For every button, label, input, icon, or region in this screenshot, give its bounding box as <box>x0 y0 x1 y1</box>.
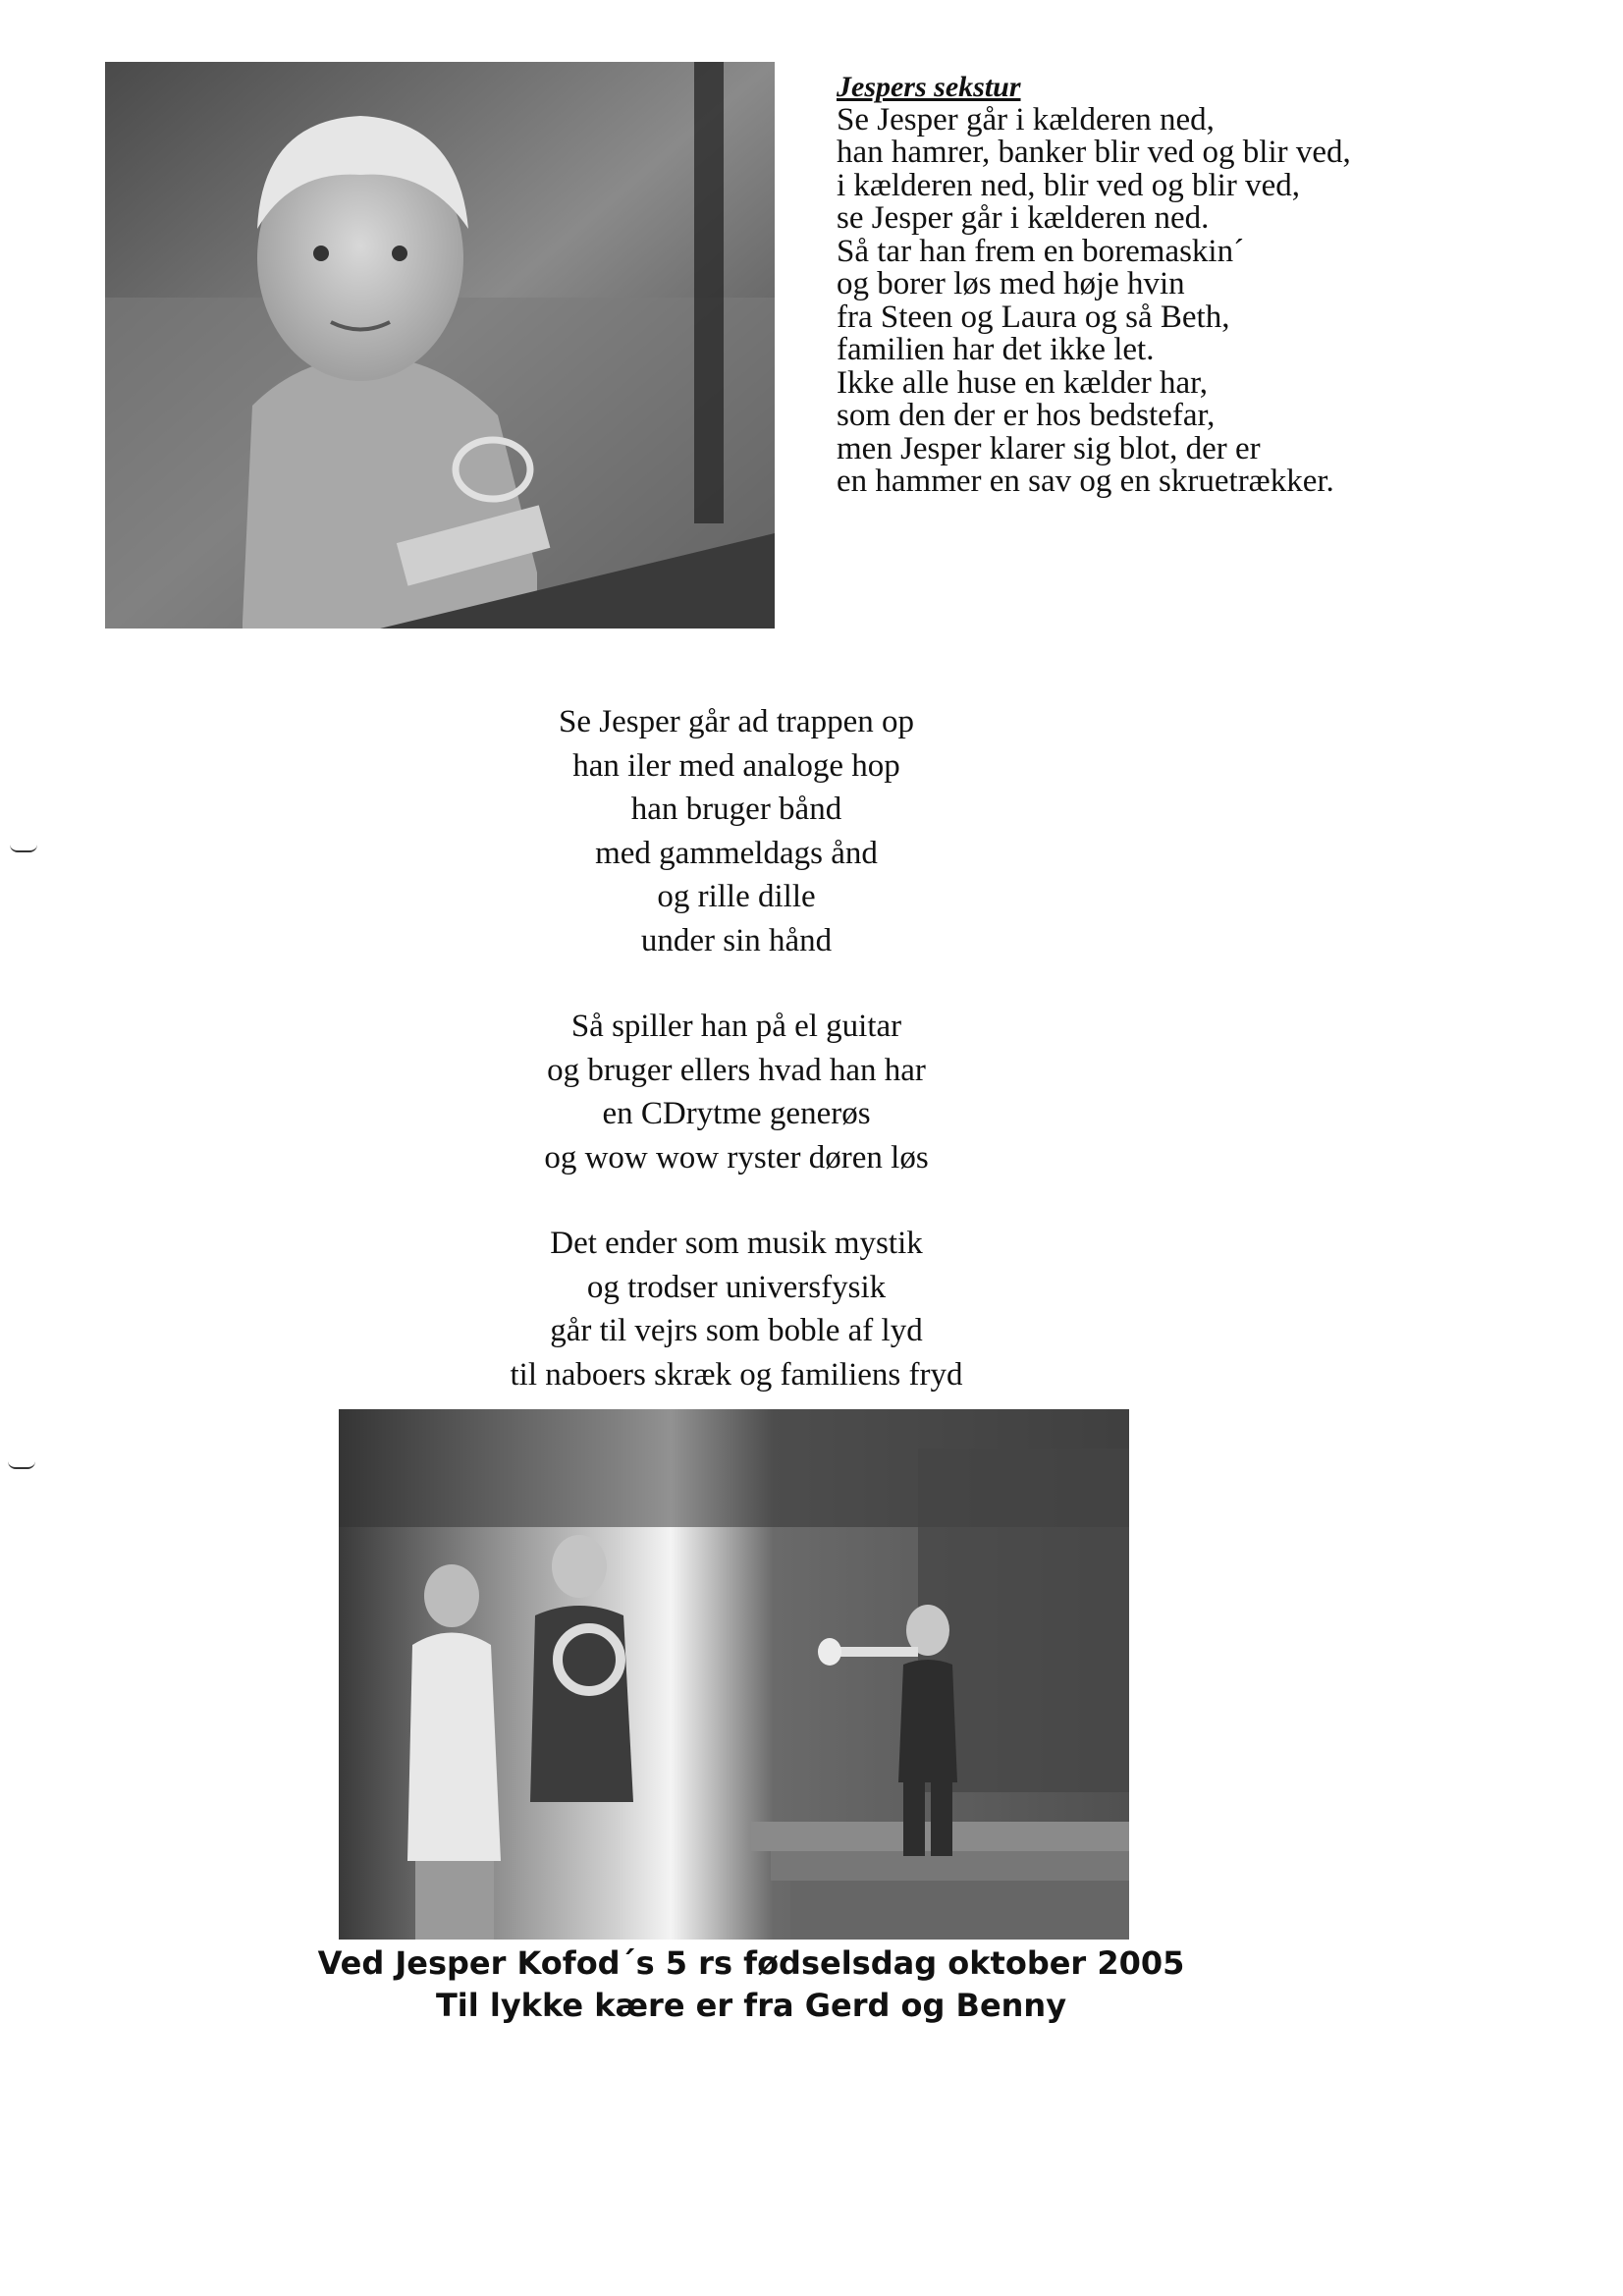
poem-line: med gammeldags ånd <box>595 835 878 871</box>
caption-line-1: Ved Jesper Kofod´s 5 rs fødselsdag oktober 2005 <box>317 1944 1185 1982</box>
poem-stanza <box>344 1222 1129 1396</box>
poem-line: og bruger ellers hvad han har <box>547 1052 926 1088</box>
poem-line: familien har det ikke let. <box>837 332 1155 367</box>
scan-mark <box>8 1461 35 1469</box>
poem-line: og trodser universfysik <box>586 1269 887 1305</box>
poem-stanza <box>344 1005 1129 1179</box>
scan-mark <box>10 845 37 852</box>
poem-line: fra Steen og Laura og så Beth, <box>837 299 1230 335</box>
photo-boy-portrait <box>105 62 775 629</box>
poem-line: går til vejrs som boble af lyd <box>550 1313 923 1348</box>
poem-line: som den der er hos bedstefar, <box>837 398 1216 433</box>
poem-line: Så spiller han på el guitar <box>570 1009 902 1044</box>
poem-line: i kælderen ned, blir ved og blir ved, <box>837 167 1300 203</box>
poem-line: han hamrer, banker blir ved og blir ved, <box>837 135 1351 170</box>
poem-line: se Jesper går i kælderen ned. <box>837 200 1210 236</box>
poem-line: en CDrytme generøs <box>602 1096 871 1131</box>
poem-line: til naboers skræk og familiens fryd <box>510 1356 963 1393</box>
poem-top <box>837 71 1543 499</box>
poem-line: under sin hånd <box>640 922 833 958</box>
caption <box>196 1942 1306 2027</box>
poem-line: og wow wow ryster døren løs <box>544 1139 929 1175</box>
poem-line: Se Jesper går i kælderen ned, <box>837 101 1215 137</box>
poem-line: Det ender som musik mystik <box>550 1226 923 1261</box>
caption-line-2: Til lykke kære er fra Gerd og Benny <box>435 1987 1067 2024</box>
poem-stanza <box>344 700 1129 962</box>
poem-line: Se Jesper går ad trappen op <box>559 704 914 739</box>
poem-line: en hammer en sav og en skruetrækker. <box>837 464 1334 499</box>
poem-line: han bruger bånd <box>630 792 842 827</box>
poem-line: og borer løs med høje hvin <box>837 266 1185 301</box>
poem-line: Ikke alle huse en kælder har, <box>837 364 1209 401</box>
poem-title: Jespers sekstur <box>837 71 1021 103</box>
poem-line: og rille dille <box>657 879 816 914</box>
poem-center <box>344 700 1129 1396</box>
poem-line: men Jesper klarer sig blot, der er <box>837 430 1261 466</box>
poem-line: Så tar han frem en boremaskin´ <box>837 233 1245 269</box>
poem-line: han iler med analoge hop <box>572 747 900 784</box>
photo-brass-players <box>339 1409 1129 1940</box>
